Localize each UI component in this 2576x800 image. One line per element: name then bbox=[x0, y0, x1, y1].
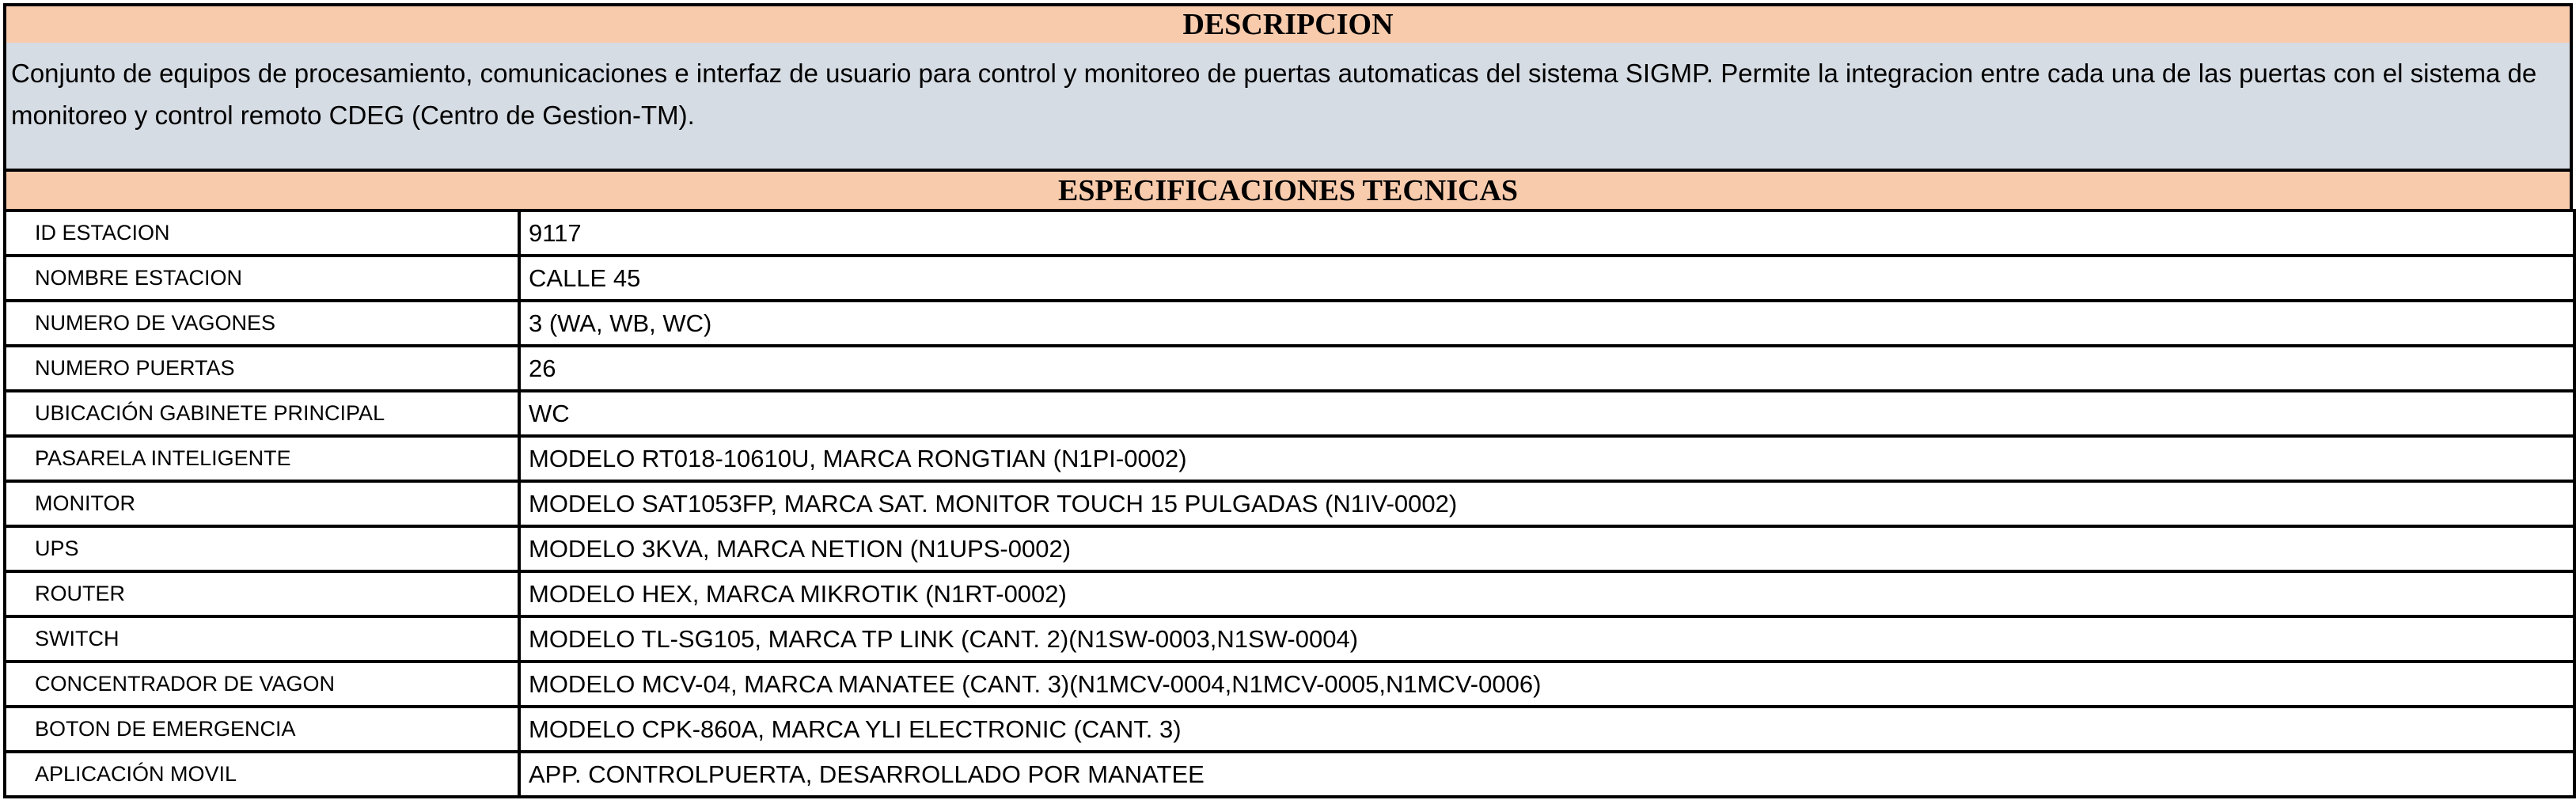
spec-value-aplicacion-movil[interactable]: APP. CONTROLPUERTA, DESARROLLADO POR MANATEE bbox=[519, 752, 2574, 797]
spec-label-boton-emergencia[interactable]: BOTON DE EMERGENCIA bbox=[5, 707, 519, 752]
spec-value-router[interactable]: MODELO HEX, MARCA MIKROTIK (N1RT-0002) bbox=[519, 571, 2574, 616]
spec-value-ubicacion-gabinete[interactable]: WC bbox=[519, 391, 2574, 436]
spec-value-id-estacion[interactable]: 9117 bbox=[519, 210, 2574, 256]
spec-value-numero-vagones[interactable]: 3 (WA, WB, WC) bbox=[519, 301, 2574, 346]
table-row bbox=[5, 662, 2574, 707]
table-row bbox=[5, 301, 2574, 346]
descripcion-header[interactable]: DESCRIPCION bbox=[3, 3, 2573, 46]
spreadsheet-sheet bbox=[3, 3, 2573, 798]
spec-value-nombre-estacion[interactable]: CALLE 45 bbox=[519, 256, 2574, 301]
spec-label-ups[interactable]: UPS bbox=[5, 526, 519, 571]
table-row bbox=[5, 707, 2574, 752]
especificaciones-header[interactable]: ESPECIFICACIONES TECNICAS bbox=[3, 169, 2573, 212]
table-row bbox=[5, 752, 2574, 797]
spec-label-switch[interactable]: SWITCH bbox=[5, 616, 519, 662]
spec-value-switch[interactable]: MODELO TL-SG105, MARCA TP LINK (CANT. 2)(N1SW-0003,N1SW-0004) bbox=[519, 616, 2574, 662]
table-row bbox=[5, 571, 2574, 616]
spec-label-numero-vagones[interactable]: NUMERO DE VAGONES bbox=[5, 301, 519, 346]
spec-value-boton-emergencia[interactable]: MODELO CPK-860A, MARCA YLI ELECTRONIC (CANT. 3) bbox=[519, 707, 2574, 752]
table-row bbox=[5, 616, 2574, 662]
spec-label-concentrador[interactable]: CONCENTRADOR DE VAGON bbox=[5, 662, 519, 707]
spec-value-numero-puertas[interactable]: 26 bbox=[519, 346, 2574, 391]
spec-label-nombre-estacion[interactable]: NOMBRE ESTACION bbox=[5, 256, 519, 301]
spec-label-id-estacion[interactable]: ID ESTACION bbox=[5, 210, 519, 256]
table-row bbox=[5, 256, 2574, 301]
table-row bbox=[5, 346, 2574, 391]
spec-value-concentrador[interactable]: MODELO MCV-04, MARCA MANATEE (CANT. 3)(N1MCV-0004,N1MCV-0005,N1MCV-0006) bbox=[519, 662, 2574, 707]
descripcion-text[interactable]: Conjunto de equipos de procesamiento, comunicaciones e interfaz de usuario para control y monitoreo de puertas automaticas del sistema SIGMP. Permite la integracion entre cada una de las puertas con el sistema de monitoreo y control remoto CDEG (Centro de Gestion-TM). bbox=[3, 43, 2573, 172]
table-row bbox=[5, 210, 2574, 256]
spec-value-ups[interactable]: MODELO 3KVA, MARCA NETION (N1UPS-0002) bbox=[519, 526, 2574, 571]
table-row bbox=[5, 436, 2574, 481]
table-row bbox=[5, 481, 2574, 526]
spec-label-numero-puertas[interactable]: NUMERO PUERTAS bbox=[5, 346, 519, 391]
spec-value-pasarela[interactable]: MODELO RT018-10610U, MARCA RONGTIAN (N1PI-0002) bbox=[519, 436, 2574, 481]
spec-label-aplicacion-movil[interactable]: APLICACIÓN MOVIL bbox=[5, 752, 519, 797]
spec-label-pasarela[interactable]: PASARELA INTELIGENTE bbox=[5, 436, 519, 481]
spec-label-monitor[interactable]: MONITOR bbox=[5, 481, 519, 526]
spec-label-router[interactable]: ROUTER bbox=[5, 571, 519, 616]
spec-label-ubicacion-gabinete[interactable]: UBICACIÓN GABINETE PRINCIPAL bbox=[5, 391, 519, 436]
table-row bbox=[5, 391, 2574, 436]
spec-value-monitor[interactable]: MODELO SAT1053FP, MARCA SAT. MONITOR TOUCH 15 PULGADAS (N1IV-0002) bbox=[519, 481, 2574, 526]
specifications-table bbox=[3, 209, 2576, 798]
table-row bbox=[5, 526, 2574, 571]
